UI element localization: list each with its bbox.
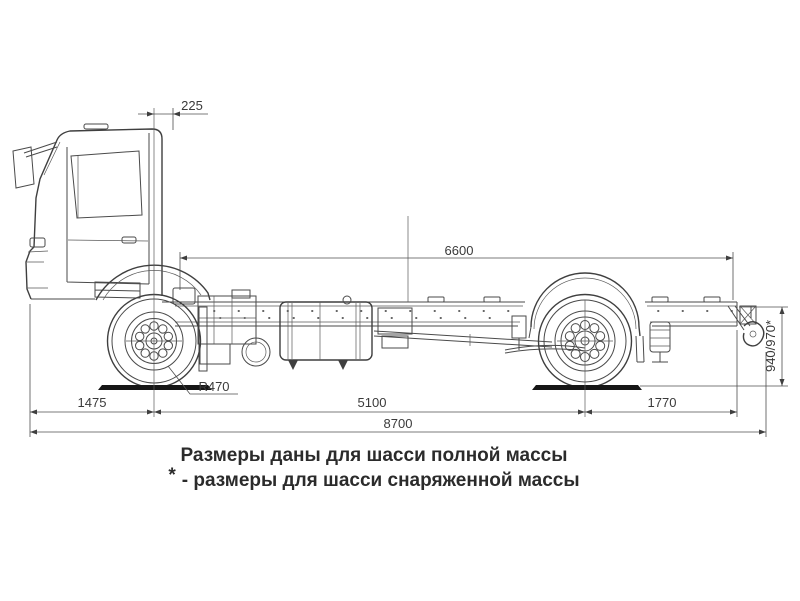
side-mirror [13,147,34,188]
dim-label-r470: R470 [198,379,230,394]
filler-cap [343,296,351,304]
drawing-notes [0,443,748,493]
note-line-1 [0,443,748,468]
dim-label-225: 225 [181,98,203,113]
dim-label-1770: 1770 [647,395,677,410]
dimension-225 [138,98,208,130]
dim-label-8700: 8700 [383,416,413,431]
spring-hanger [512,316,526,338]
ground-bar-front [98,385,212,390]
dimension-6600 [180,243,733,300]
dimension-940-970 [739,307,788,386]
truck-cab [13,124,210,300]
dim-label-5100: 5100 [357,395,387,410]
chassis-frame [162,216,737,326]
footnote-asterisk: * [168,465,176,486]
note-line-2 [0,465,748,493]
ground-bar-rear [532,385,642,390]
door-handle [122,237,136,243]
dim-label-6600: 6600 [444,243,474,258]
engine-assembly [173,288,270,371]
note-line-2-text: - размеры для шасси снаряженной массы [181,470,580,491]
dim-label-940-970: 940/970* [763,319,778,373]
roof-hatch [84,124,108,129]
dimension-1475 [30,304,154,437]
mudflap [636,336,644,362]
dim-label-1475: 1475 [77,395,107,410]
dimension-1770 [585,330,737,417]
door-window [71,151,142,218]
fuel-tank [280,296,372,370]
dimension-5100 [154,395,585,415]
headlight [30,238,45,247]
air-bellows [650,322,670,362]
driveshaft [374,331,552,347]
mirror-arm [24,142,57,157]
note-line-1-text: Размеры даны для шасси полной массы [180,445,568,466]
